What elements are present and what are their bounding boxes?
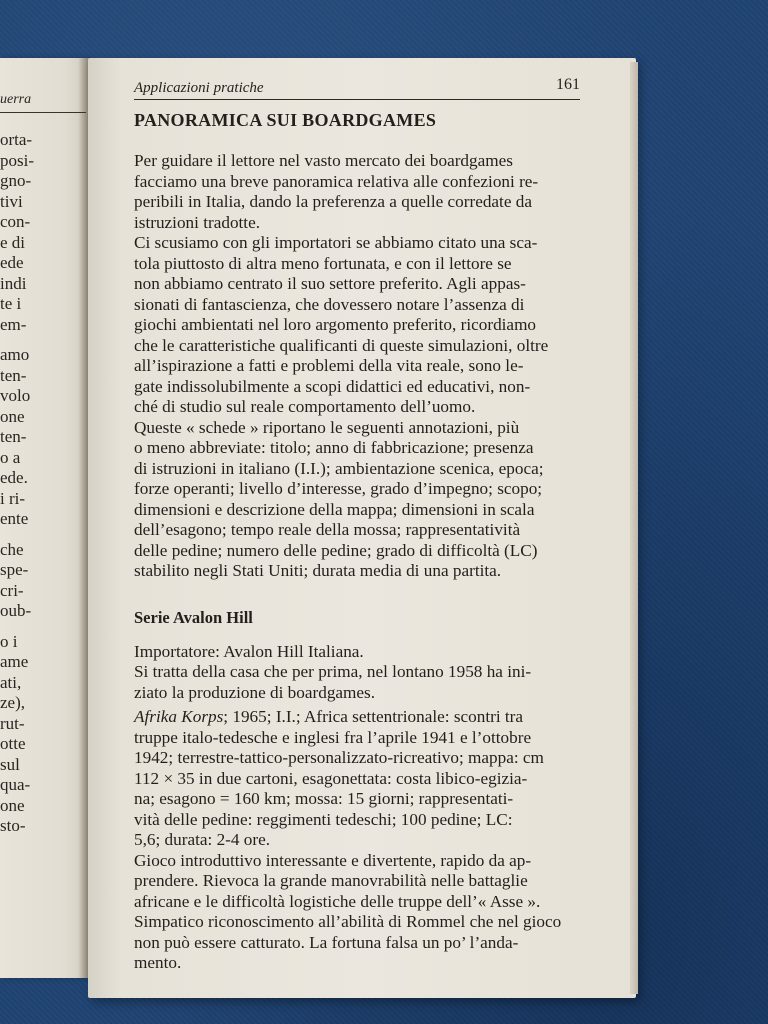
page-edge bbox=[630, 62, 638, 994]
left-page-line: tivi bbox=[0, 191, 23, 211]
page-header bbox=[134, 76, 624, 100]
right-page bbox=[88, 58, 636, 998]
text-line: Si tratta della casa che per prima, nel lontano 1958 ha ini- bbox=[134, 662, 532, 681]
left-page-line: sto- bbox=[0, 816, 26, 835]
section-text bbox=[134, 642, 624, 704]
left-page-line: rut- bbox=[0, 713, 25, 733]
text-line: non abbiamo centrato il suo settore preferito. Agli appas- bbox=[134, 274, 526, 293]
left-running-head: uerra bbox=[0, 92, 32, 107]
left-page-line: ten- bbox=[0, 427, 27, 446]
left-page-line: ati, bbox=[0, 672, 22, 692]
left-page-line: ten- bbox=[0, 365, 27, 385]
intro-text bbox=[134, 151, 624, 582]
text-line: Per guidare il lettore nel vasto mercato dei boardgames bbox=[134, 151, 513, 170]
left-page-line: ente bbox=[0, 509, 29, 528]
game-line: ; 1965; I.I.; Africa settentrionale: scontri tra bbox=[223, 707, 524, 726]
left-page-line: ede. bbox=[0, 468, 28, 487]
text-line: all’ispirazione a fatti e problemi della vita reale, sono le- bbox=[134, 356, 524, 375]
left-page-line: ze), bbox=[0, 693, 26, 712]
left-page-line: orta- bbox=[0, 130, 33, 149]
left-page-line: em- bbox=[0, 314, 27, 334]
page-title: PANORAMICA SUI BOARDGAMES bbox=[134, 110, 437, 130]
game-line: non può essere catturato. La fortuna falsa un po’ l’anda- bbox=[134, 932, 519, 952]
text-line: ché di studio sul reale comportamento dell’uomo. bbox=[134, 397, 476, 416]
game-line: africane e le difficoltà logistiche delle truppe dell’« Asse ». bbox=[134, 891, 541, 911]
text-line: facciamo una breve panoramica relativa alle confezioni re- bbox=[134, 171, 539, 191]
game-first-line bbox=[134, 707, 580, 728]
page-content bbox=[134, 76, 624, 974]
text-line: dimensioni e descrizione della mappa; dimensioni in scala bbox=[134, 499, 535, 519]
section-title: Serie Avalon Hill bbox=[134, 607, 253, 627]
left-page-line: ame bbox=[0, 652, 29, 671]
left-page-line: posi- bbox=[0, 150, 34, 170]
text-line: tola piuttosto di altra meno fortunata, e con il lettore se bbox=[134, 253, 512, 273]
left-page-line: che bbox=[0, 539, 24, 559]
left-page-line: oub- bbox=[0, 601, 32, 620]
game-title: Afrika Korps bbox=[134, 707, 224, 726]
text-line: sionati di fantascienza, che dovessero notare l’assenza di bbox=[134, 294, 525, 314]
left-head-rule bbox=[0, 112, 86, 113]
left-page-line: otte bbox=[0, 734, 26, 753]
header-rule bbox=[134, 99, 580, 100]
game-line: truppe italo-tedesche e inglesi fra l’aprile 1941 e l’ottobre bbox=[134, 727, 532, 747]
left-page-line: cri- bbox=[0, 580, 24, 600]
game-line: Simpatico riconoscimento all’abilità di Rommel che nel gioco bbox=[134, 912, 562, 931]
left-page-line: ede bbox=[0, 253, 24, 272]
left-page-line: o i bbox=[0, 631, 18, 651]
text-line: Queste « schede » riportano le seguenti annotazioni, più bbox=[134, 417, 520, 437]
running-title: Applicazioni pratiche bbox=[134, 80, 264, 96]
game-line: Gioco introduttivo interessante e divertente, rapido da ap- bbox=[134, 850, 532, 870]
left-page-line: indi bbox=[0, 273, 27, 293]
left-page-line: gno- bbox=[0, 171, 32, 190]
text-line: delle pedine; numero delle pedine; grado di difficoltà (LC) bbox=[134, 540, 538, 560]
game-line: mento. bbox=[134, 953, 182, 972]
game-line: 1942; terrestre-tattico-personalizzato-ricreativo; mappa: cm bbox=[134, 748, 544, 767]
text-line: o meno abbreviate: titolo; anno di fabbricazione; presenza bbox=[134, 438, 534, 457]
left-page-line: e di bbox=[0, 232, 26, 252]
game-entry bbox=[134, 707, 624, 974]
text-line: gate indissolubilmente a scopi didattici ed educativi, non- bbox=[134, 376, 531, 396]
page-number: 161 bbox=[556, 76, 580, 93]
text-line: forze operanti; livello d’interesse, grado d’impegno; scopo; bbox=[134, 479, 543, 498]
text-line: di istruzioni in italiano (I.I.); ambientazione scenica, epoca; bbox=[134, 458, 544, 478]
game-line: prendere. Rievoca la grande manovrabilità nelle battaglie bbox=[134, 871, 528, 890]
text-line: stabilito negli Stati Uniti; durata media di una partita. bbox=[134, 561, 502, 580]
left-page-line: i ri- bbox=[0, 488, 26, 508]
left-page-line: amo bbox=[0, 345, 30, 364]
text-line: ziato la produzione di boardgames. bbox=[134, 682, 376, 702]
game-line: na; esagono = 160 km; mossa: 15 giorni; rappresentati- bbox=[134, 789, 514, 808]
text-line: Importatore: Avalon Hill Italiana. bbox=[134, 641, 364, 661]
text-line: giochi ambientati nel loro argomento preferito, ricordiamo bbox=[134, 315, 537, 334]
left-page-line: spe- bbox=[0, 560, 29, 579]
game-line: 5,6; durata: 2-4 ore. bbox=[134, 830, 271, 849]
game-line: vità delle pedine: reggimenti tedeschi; 100 pedine; LC: bbox=[134, 809, 513, 829]
text-line: istruzioni tradotte. bbox=[134, 212, 261, 232]
left-page-line: te i bbox=[0, 294, 22, 313]
left-page-line: one bbox=[0, 406, 25, 426]
left-page-line: o a bbox=[0, 447, 21, 467]
left-page-line: one bbox=[0, 795, 25, 815]
text-line: che le caratteristiche qualificanti di queste simulazioni, oltre bbox=[134, 335, 549, 355]
left-page-line: volo bbox=[0, 386, 31, 405]
left-page-line: qua- bbox=[0, 775, 31, 794]
game-line: 112 × 35 in due cartoni, esagonettata: costa libico-egizia- bbox=[134, 768, 528, 788]
text-line: Ci scusiamo con gli importatori se abbiamo citato una sca- bbox=[134, 233, 538, 252]
left-page-line: sul bbox=[0, 754, 20, 774]
left-page-line: con- bbox=[0, 212, 31, 231]
text-line: dell’esagono; tempo reale della mossa; rappresentatività bbox=[134, 520, 521, 539]
text-line: peribili in Italia, dando la preferenza a quelle corredate da bbox=[134, 192, 532, 211]
